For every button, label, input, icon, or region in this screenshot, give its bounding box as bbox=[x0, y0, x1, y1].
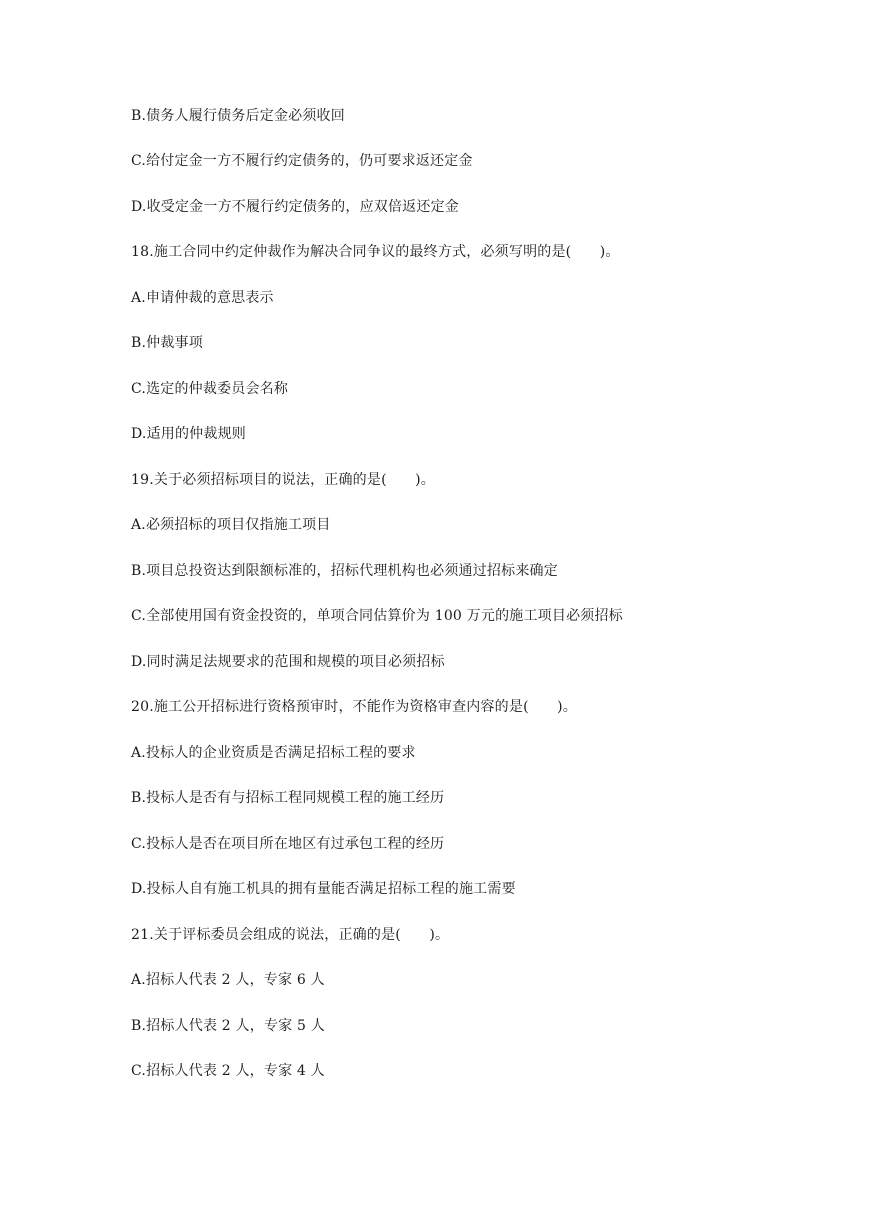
question-20: 20.施工公开招标进行资格预审时，不能作为资格审查内容的是( )。 bbox=[131, 699, 577, 715]
option-17-c: C.给付定金一方不履行约定债务的，仍可要求返还定金 bbox=[131, 153, 473, 169]
option-19-d: D.同时满足法规要求的范围和规模的项目必须招标 bbox=[131, 654, 445, 670]
option-21-c: C.招标人代表 2 人，专家 4 人 bbox=[131, 1063, 325, 1079]
option-20-a: A.投标人的企业资质是否满足招标工程的要求 bbox=[131, 745, 416, 761]
option-20-d: D.投标人自有施工机具的拥有量能否满足招标工程的施工需要 bbox=[131, 881, 516, 897]
option-21-b: B.招标人代表 2 人，专家 5 人 bbox=[131, 1018, 325, 1034]
option-17-b: B.债务人履行债务后定金必须收回 bbox=[131, 108, 345, 124]
option-18-b: B.仲裁事项 bbox=[131, 335, 203, 351]
option-18-c: C.选定的仲裁委员会名称 bbox=[131, 381, 289, 397]
question-21: 21.关于评标委员会组成的说法，正确的是( )。 bbox=[131, 927, 450, 943]
option-19-b: B.项目总投资达到限额标准的，招标代理机构也必须通过招标来确定 bbox=[131, 563, 558, 579]
option-18-a: A.申请仲裁的意思表示 bbox=[131, 290, 274, 306]
question-19: 19.关于必须招标项目的说法，正确的是( )。 bbox=[131, 472, 435, 488]
option-20-c: C.投标人是否在项目所在地区有过承包工程的经历 bbox=[131, 836, 445, 852]
option-20-b: B.投标人是否有与招标工程同规模工程的施工经历 bbox=[131, 790, 445, 806]
option-19-a: A.必须招标的项目仅指施工项目 bbox=[131, 517, 331, 533]
option-17-d: D.收受定金一方不履行约定债务的，应双倍返还定金 bbox=[131, 199, 459, 215]
option-21-a: A.招标人代表 2 人，专家 6 人 bbox=[131, 972, 325, 988]
option-18-d: D.适用的仲裁规则 bbox=[131, 426, 246, 442]
option-19-c: C.全部使用国有资金投资的，单项合同估算价为 100 万元的施工项目必须招标 bbox=[131, 608, 623, 624]
question-18: 18.施工合同中约定仲裁作为解决合同争议的最终方式，必须写明的是( )。 bbox=[131, 244, 620, 260]
